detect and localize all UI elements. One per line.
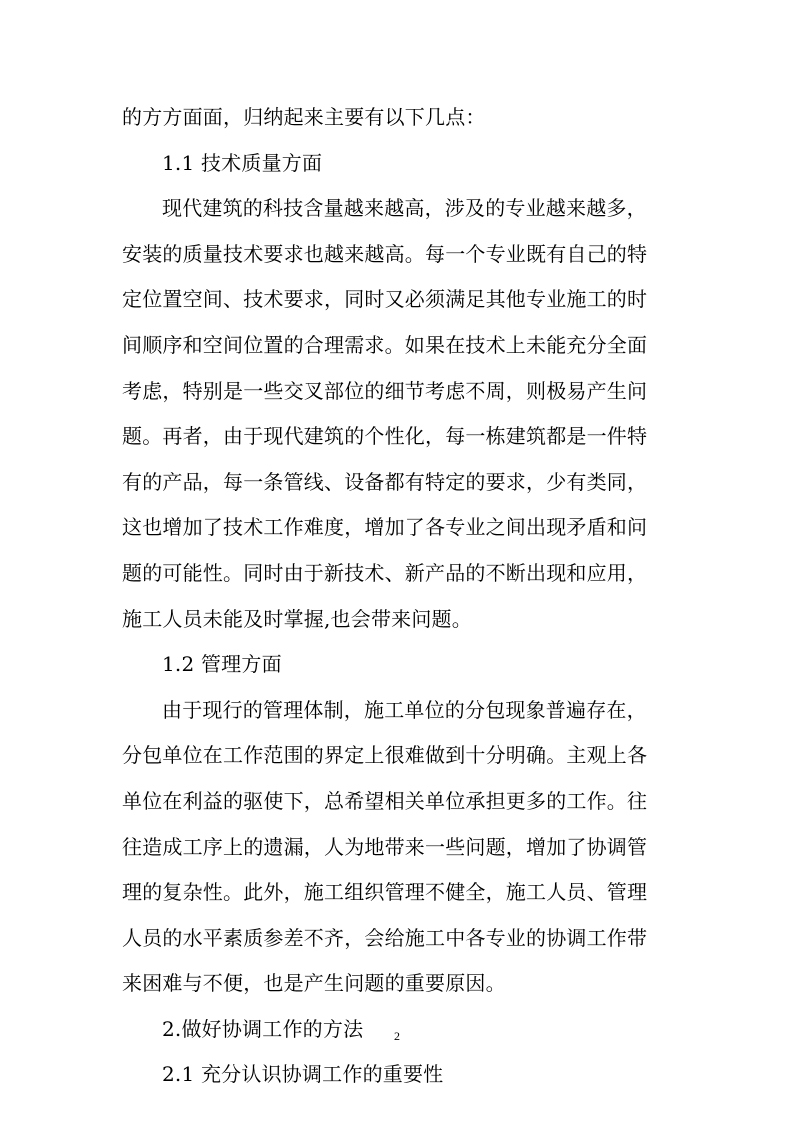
paragraph-line: 由于现行的管理体制，施工单位的分包现象普遍存在， xyxy=(162,697,647,722)
paragraph-line: 安装的质量技术要求也越来越高。每一个专业既有自己的特 xyxy=(122,241,648,266)
paragraph-line: 来困难与不便，也是产生问题的重要原因。 xyxy=(122,971,506,996)
paragraph-line: 有的产品，每一条管线、设备都有特定的要求，少有类同， xyxy=(122,469,648,494)
paragraph-line: 这也增加了技术工作难度，增加了各专业之间出现矛盾和问 xyxy=(122,515,648,540)
paragraph-line: 现代建筑的科技含量越来越高，涉及的专业越来越多， xyxy=(162,196,647,221)
paragraph-line: 单位在利益的驱使下，总希望相关单位承担更多的工作。往 xyxy=(122,788,648,813)
paragraph-line: 考虑，特别是一些交叉部位的细节考虑不周，则极易产生问 xyxy=(122,378,648,403)
section-heading-2: 2.做好协调工作的方法 xyxy=(162,1016,364,1041)
document-body xyxy=(122,95,672,1098)
paragraph-line: 施工人员未能及时掌握,也会带来问题。 xyxy=(122,606,472,631)
paragraph-line: 理的复杂性。此外，施工组织管理不健全，施工人员、管理 xyxy=(122,880,648,905)
paragraph-line: 题的可能性。同时由于新技术、新产品的不断出现和应用， xyxy=(122,560,648,585)
paragraph-line: 题。再者，由于现代建筑的个性化，每一栋建筑都是一件特 xyxy=(122,424,648,449)
section-heading-1-2: 1.2 管理方面 xyxy=(162,652,282,677)
paragraph-line: 间顺序和空间位置的合理需求。如果在技术上未能充分全面 xyxy=(122,332,648,357)
paragraph-line: 的方方面面，归纳起来主要有以下几点： xyxy=(122,105,486,129)
section-heading-2-1: 2.1 充分认识协调工作的重要性 xyxy=(162,1062,444,1087)
paragraph-line: 分包单位在工作范围的界定上很难做到十分明确。主观上各 xyxy=(122,743,648,768)
page-number: 2 xyxy=(394,1029,400,1043)
paragraph-line: 往造成工序上的遗漏，人为地带来一些问题，增加了协调管 xyxy=(122,834,648,859)
paragraph-line: 定位置空间、技术要求，同时又必须满足其他专业施工的时 xyxy=(122,287,648,312)
paragraph-line: 人员的水平素质参差不齐，会给施工中各专业的协调工作带 xyxy=(122,925,648,950)
section-heading-1-1: 1.1 技术质量方面 xyxy=(162,150,323,175)
